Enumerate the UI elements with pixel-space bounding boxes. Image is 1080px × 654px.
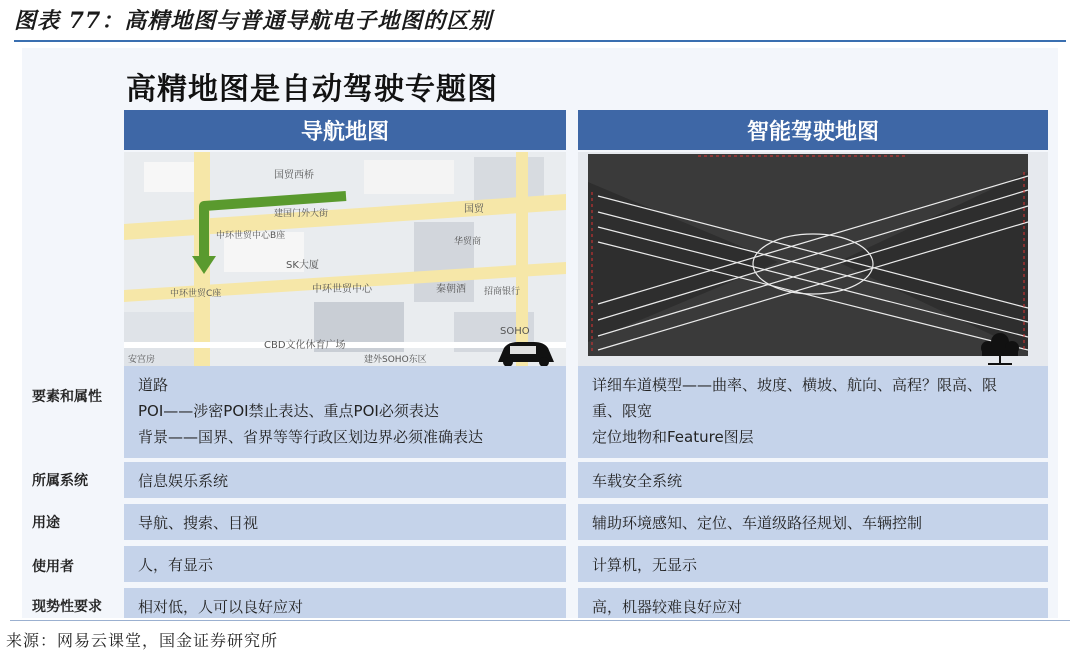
cell-right-purpose	[578, 504, 1048, 540]
map-label: SOHO	[500, 326, 530, 337]
hd-map-graphic	[578, 152, 1048, 366]
row-label-user: 使用者	[32, 559, 74, 575]
map-label: 国贸西桥	[274, 170, 314, 181]
map-label: 招商银行	[484, 287, 521, 297]
cell-line: 重、限宽	[592, 402, 653, 420]
cell-line: 计算机，无显示	[592, 556, 698, 574]
map-label: 安宫房	[128, 355, 156, 365]
cell-left-purpose	[124, 504, 566, 540]
cell-line: 辅助环境感知、定位、车道级路径规划、车辆控制	[592, 514, 923, 532]
hd-map-image	[578, 152, 1048, 366]
cell-line: 人，有显示	[138, 556, 214, 574]
map-label: 中环世贸C座	[170, 289, 222, 299]
cell-right-currency	[578, 588, 1048, 618]
map-label: 建外SOHO东区	[364, 355, 427, 365]
map-label: 秦朝酒	[436, 284, 466, 295]
map-label: 中环世贸中心	[312, 284, 372, 295]
cell-line: 背景——国界、省界等等行政区划边界必须准确表达	[138, 428, 484, 446]
cell-line: 道路	[138, 376, 169, 394]
navigation-map-graphic	[124, 152, 566, 366]
row-label-system: 所属系统	[32, 473, 88, 489]
cell-right-elements	[578, 366, 1048, 458]
map-label: SK大厦	[286, 260, 319, 271]
cell-line: 车载安全系统	[592, 472, 683, 490]
cell-left-user	[124, 546, 566, 582]
comparison-slide	[22, 48, 1058, 618]
cell-line: 定位地物和Feature图层	[592, 428, 754, 446]
map-label: 中环世贸中心B座	[216, 231, 286, 241]
cell-left-currency	[124, 588, 566, 618]
navigation-map-image	[124, 152, 566, 366]
cell-right-user	[578, 546, 1048, 582]
map-label: 建国门外大街	[274, 209, 329, 219]
row-label-elements: 要素和属性	[32, 389, 102, 405]
cell-line: 信息娱乐系统	[138, 472, 229, 490]
slide-title: 高精地图是自动驾驶专题图	[126, 72, 498, 107]
cell-line: 导航、搜索、目视	[138, 514, 259, 532]
title-divider	[14, 40, 1066, 42]
cell-line: 详细车道模型——曲率、坡度、横坡、航向、高程？限高、限	[592, 376, 998, 394]
cell-right-system	[578, 462, 1048, 498]
column-header-hd-map: 智能驾驶地图	[578, 110, 1048, 150]
cell-line: POI——涉密POI禁止表达、重点POI必须表达	[138, 402, 439, 420]
row-label-currency: 现势性要求	[32, 599, 102, 615]
map-label: 国贸	[464, 204, 484, 215]
figure-title: 图表 77：高精地图与普通导航电子地图的区别	[14, 8, 493, 34]
map-label: 华贸商	[454, 237, 482, 247]
column-header-navigation-map: 导航地图	[124, 110, 566, 150]
cell-line: 高，机器较难良好应对	[592, 598, 743, 616]
source-divider	[10, 620, 1070, 621]
row-label-purpose: 用途	[32, 515, 60, 531]
cell-left-elements	[124, 366, 566, 458]
map-label: CBD文化休育广场	[264, 340, 346, 351]
cell-left-system	[124, 462, 566, 498]
source-note: 来源：网易云课堂，国金证券研究所	[6, 631, 279, 650]
cell-line: 相对低，人可以良好应对	[138, 598, 304, 616]
